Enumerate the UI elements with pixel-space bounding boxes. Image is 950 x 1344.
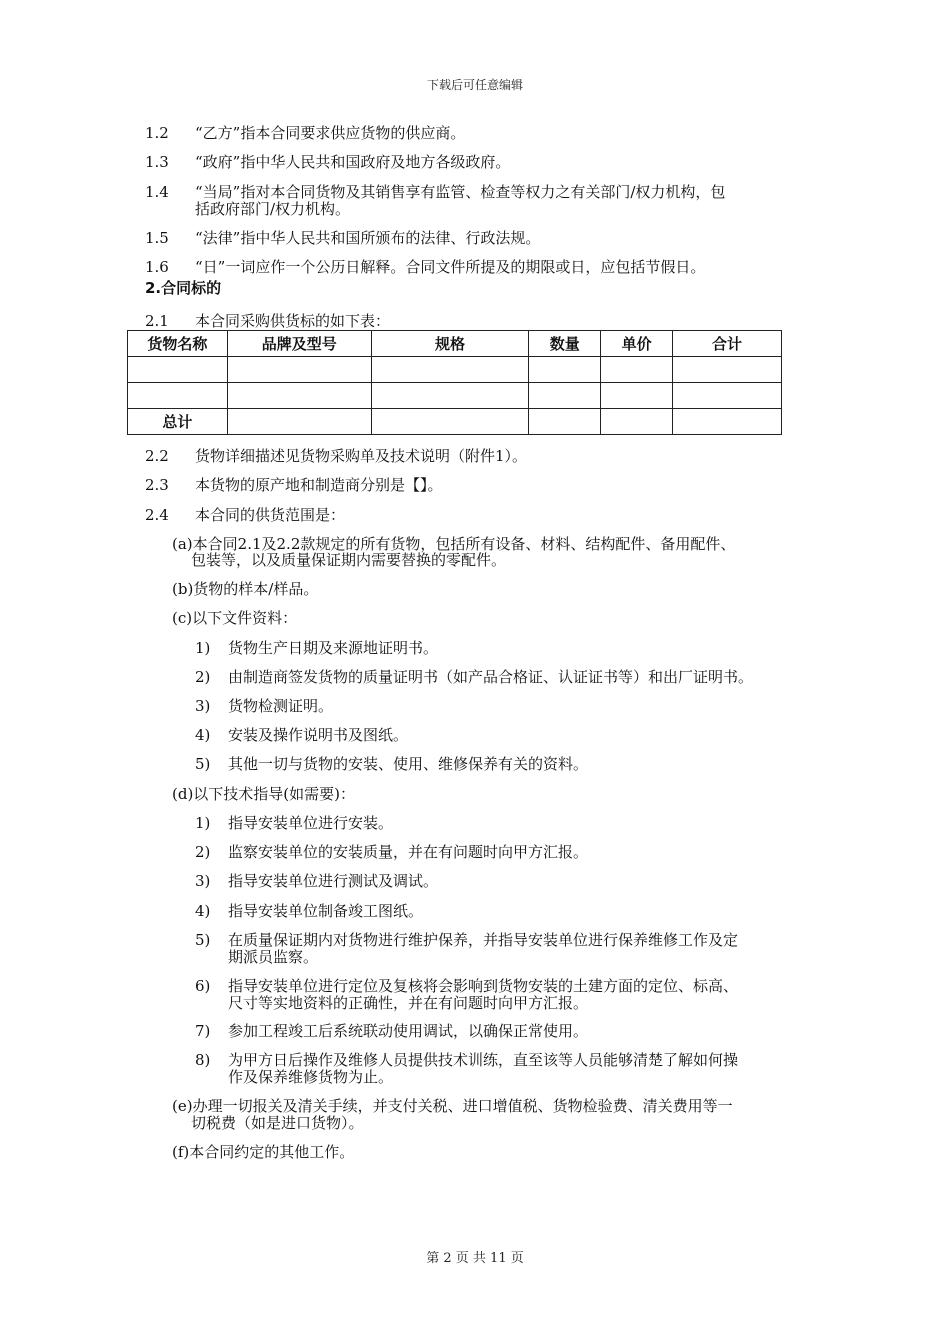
list-number: 2)	[195, 668, 211, 686]
list-number: 4)	[195, 726, 211, 744]
list-text: 安装及操作说明书及图纸。	[228, 726, 409, 744]
list-number: 1)	[195, 814, 211, 832]
table-row	[128, 383, 782, 409]
item-number: 1.3	[145, 153, 169, 171]
list-number: 3)	[195, 872, 211, 890]
list-item	[195, 725, 408, 745]
list-item	[195, 696, 333, 716]
item-text: “乙方”指本合同要求供应货物的供应商。	[195, 124, 466, 142]
scope-item-b: (b)货物的样本/样品。	[172, 580, 319, 598]
item-text: “当局”指对本合同货物及其销售享有监管、检查等权力之有关部门/权力机构，包	[195, 183, 726, 201]
table-cell	[371, 357, 529, 383]
list-text: 由制造商签发货物的质量证明书（如产品合格证、认证证书等）和出厂证明书。	[228, 668, 754, 686]
item-text: 本合同采购供货标的如下表：	[195, 312, 391, 330]
list-item	[195, 901, 423, 921]
table-cell	[601, 357, 673, 383]
list-text: 在质量保证期内对货物进行维护保养，并指导安装单位进行保养维修工作及定	[228, 931, 739, 949]
item-text: “法律”指中华人民共和国所颁布的法律、行政法规。	[195, 229, 541, 247]
list-item	[195, 667, 753, 687]
scope-item-e: (e)办理一切报关及清关手续，并支付关税、进口增值税、货物检验费、清关费用等一	[172, 1097, 733, 1115]
column-header: 单价	[601, 331, 673, 357]
total-label: 总计	[128, 409, 228, 435]
list-item	[195, 1021, 588, 1041]
list-text: 指导安装单位进行测试及调试。	[228, 872, 439, 890]
list-item-continuation: 尺寸等实地资料的正确性，并在有问题时向甲方汇报。	[228, 994, 589, 1012]
item-text: 本合同的供货范围是：	[195, 506, 346, 524]
table-cell	[601, 409, 673, 435]
table-cell	[529, 357, 601, 383]
definition-item	[145, 228, 540, 248]
scope-item-f: (f)本合同约定的其他工作。	[172, 1143, 355, 1161]
page-header: 下载后可任意编辑	[426, 78, 523, 92]
item-number: 2.3	[145, 476, 169, 494]
table-total-row	[128, 409, 782, 435]
list-number: 3)	[195, 697, 211, 715]
list-item-continuation: 作及保养维修货物为止。	[228, 1068, 394, 1086]
item-text: “日”一词应作一个公历日解释。合同文件所提及的期限或日，应包括节假日。	[195, 258, 706, 276]
table-cell	[673, 357, 782, 383]
item-number: 2.1	[145, 312, 169, 330]
scope-item-d: (d)以下技术指导(如需要)：	[172, 785, 356, 803]
table-cell	[529, 409, 601, 435]
item-number: 1.2	[145, 124, 169, 142]
item-text: “政府”指中华人民共和国政府及地方各级政府。	[195, 153, 511, 171]
list-item	[195, 754, 588, 774]
scope-item-a: (a)本合同2.1及2.2款规定的所有货物，包括所有设备、材料、结构配件、备用配件、	[172, 535, 736, 553]
list-number: 6)	[195, 977, 211, 995]
list-number: 7)	[195, 1022, 211, 1040]
item-number: 1.4	[145, 183, 169, 201]
section-item	[145, 311, 390, 331]
item-number: 2.4	[145, 506, 169, 524]
item-number: 1.5	[145, 229, 169, 247]
scope-item-a-continuation: 包装等，以及质量保证期内需要替换的零配件。	[191, 551, 507, 569]
goods-table	[127, 330, 782, 435]
column-header: 数量	[529, 331, 601, 357]
table-cell	[673, 409, 782, 435]
column-header: 品牌及型号	[227, 331, 371, 357]
definition-item	[145, 257, 705, 277]
list-item	[195, 813, 393, 833]
item-number: 2.2	[145, 447, 169, 465]
page-footer: 第 2 页 共 11 页	[426, 1251, 524, 1266]
item-text: 货物详细描述见货物采购单及技术说明（附件1）。	[195, 447, 528, 465]
definition-item-continuation: 括政府部门/权力机构。	[195, 200, 351, 218]
list-number: 4)	[195, 902, 211, 920]
table-cell	[371, 383, 529, 409]
list-text: 监察安装单位的安装质量，并在有问题时向甲方汇报。	[228, 843, 589, 861]
list-number: 8)	[195, 1051, 211, 1069]
column-header: 货物名称	[128, 331, 228, 357]
table-cell	[601, 383, 673, 409]
table-cell	[227, 357, 371, 383]
list-text: 为甲方日后操作及维修人员提供技术训练，直至该等人员能够清楚了解如何操	[228, 1051, 739, 1069]
list-text: 其他一切与货物的安装、使用、维修保养有关的资料。	[228, 755, 589, 773]
item-number: 1.6	[145, 258, 169, 276]
scope-item-c: (c)以下文件资料：	[172, 609, 298, 627]
list-number: 1)	[195, 639, 211, 657]
list-number: 5)	[195, 755, 211, 773]
list-text: 参加工程竣工后系统联动使用调试，以确保正常使用。	[228, 1022, 589, 1040]
list-text: 货物生产日期及来源地证明书。	[228, 639, 439, 657]
section-item	[145, 475, 443, 495]
table-cell	[673, 383, 782, 409]
column-header: 合计	[673, 331, 782, 357]
item-text: 本货物的原产地和制造商分别是【】。	[195, 476, 443, 494]
list-item	[195, 842, 588, 862]
section-heading: 2.合同标的	[145, 279, 222, 297]
table-cell	[529, 383, 601, 409]
list-text: 指导安装单位进行定位及复核将会影响到货物安装的土建方面的定位、标高、	[228, 977, 739, 995]
section-item	[145, 446, 527, 466]
section-item	[145, 505, 345, 525]
list-text: 指导安装单位进行安装。	[228, 814, 394, 832]
list-item	[195, 638, 438, 658]
list-number: 2)	[195, 843, 211, 861]
column-header: 规格	[371, 331, 529, 357]
definition-item	[145, 152, 510, 172]
table-header-row	[128, 331, 782, 357]
list-item-continuation: 期派员监察。	[228, 948, 319, 966]
list-item	[195, 871, 438, 891]
list-text: 指导安装单位制备竣工图纸。	[228, 902, 424, 920]
table-cell	[227, 383, 371, 409]
scope-item-e-continuation: 切税费（如是进口货物）。	[191, 1114, 364, 1132]
list-number: 5)	[195, 931, 211, 949]
table-cell	[371, 409, 529, 435]
definition-item	[145, 123, 465, 143]
table-cell	[227, 409, 371, 435]
table-row	[128, 357, 782, 383]
table-cell	[128, 357, 228, 383]
table-cell	[128, 383, 228, 409]
list-text: 货物检测证明。	[228, 697, 334, 715]
